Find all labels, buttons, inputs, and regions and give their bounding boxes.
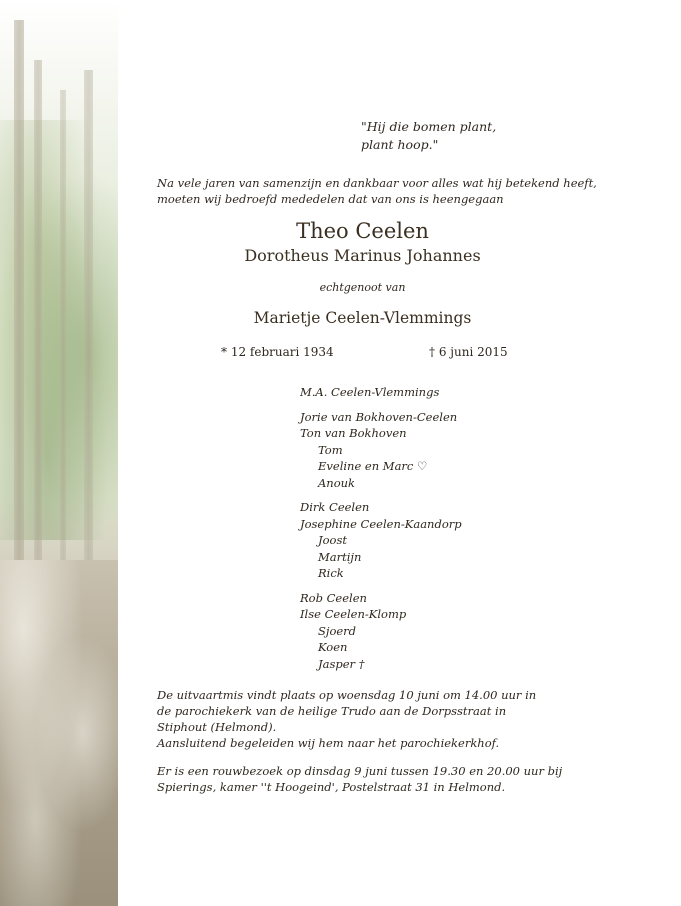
deceased-name: Theo Ceelen <box>296 219 429 243</box>
spouse-label: echtgenoot van <box>319 281 406 294</box>
funeral-line: de parochiekerk van de heilige Trudo aan de Dorpsstraat in <box>157 704 507 718</box>
family-group-gap <box>300 491 462 499</box>
family-member: Jorie van Bokhoven-Ceelen <box>300 409 458 424</box>
birth-date: * 12 februari 1934 <box>221 345 334 359</box>
family-member: Josephine Ceelen-Kaandorp <box>300 516 462 531</box>
family-group-gap <box>300 582 462 590</box>
family-member: Rick <box>318 566 344 580</box>
family-member: Jasper † <box>318 656 365 671</box>
quote <box>361 118 496 154</box>
family-member: Anouk <box>318 475 356 490</box>
family-group-gap <box>300 401 462 409</box>
funeral-line: De uitvaartmis vindt plaats op woensdag 10 juni om 14.00 uur in <box>157 688 537 702</box>
family-member: Eveline en Marc ♡ <box>318 459 428 473</box>
quote-line: "Hij die bomen plant, <box>361 119 497 134</box>
visitation-line: Spierings, kamer ''t Hoogeind', Postelstraat 31 in Helmond. <box>157 780 506 794</box>
intro-line: Na vele jaren van samenzijn en dankbaar voor alles wat hij betekend heeft, <box>157 176 597 190</box>
intro-line: moeten wij bedroefd mededelen dat van ons is heengegaan <box>157 192 504 206</box>
family-member: Sjoerd <box>318 623 357 638</box>
family-member: Koen <box>318 640 348 654</box>
deceased-full-name: Dorotheus Marinus Johannes <box>244 246 481 265</box>
death-date: † 6 juni 2015 <box>429 345 508 359</box>
intro-text <box>157 175 597 207</box>
funeral-details <box>157 687 536 751</box>
spouse-name: Marietje Ceelen-Vlemmings <box>253 309 472 327</box>
family-list <box>300 384 462 672</box>
funeral-line: Aansluitend begeleiden wij hem naar het parochiekerkhof. <box>157 736 500 750</box>
family-member: Joost <box>318 533 347 547</box>
family-member: Tom <box>318 442 343 457</box>
visitation-details <box>157 763 562 795</box>
family-member: M.A. Ceelen-Vlemmings <box>300 385 440 399</box>
family-member: Martijn <box>318 549 362 564</box>
forest-photo <box>0 0 118 906</box>
family-member: Ilse Ceelen-Klomp <box>300 607 407 621</box>
quote-line: plant hoop." <box>361 137 439 152</box>
family-member: Ton van Bokhoven <box>300 426 407 440</box>
family-member: Rob Ceelen <box>300 590 367 605</box>
funeral-line: Stiphout (Helmond). <box>157 720 277 734</box>
visitation-line: Er is een rouwbezoek op dinsdag 9 juni tussen 19.30 en 20.00 uur bij <box>157 764 563 778</box>
family-member: Dirk Ceelen <box>300 500 370 514</box>
